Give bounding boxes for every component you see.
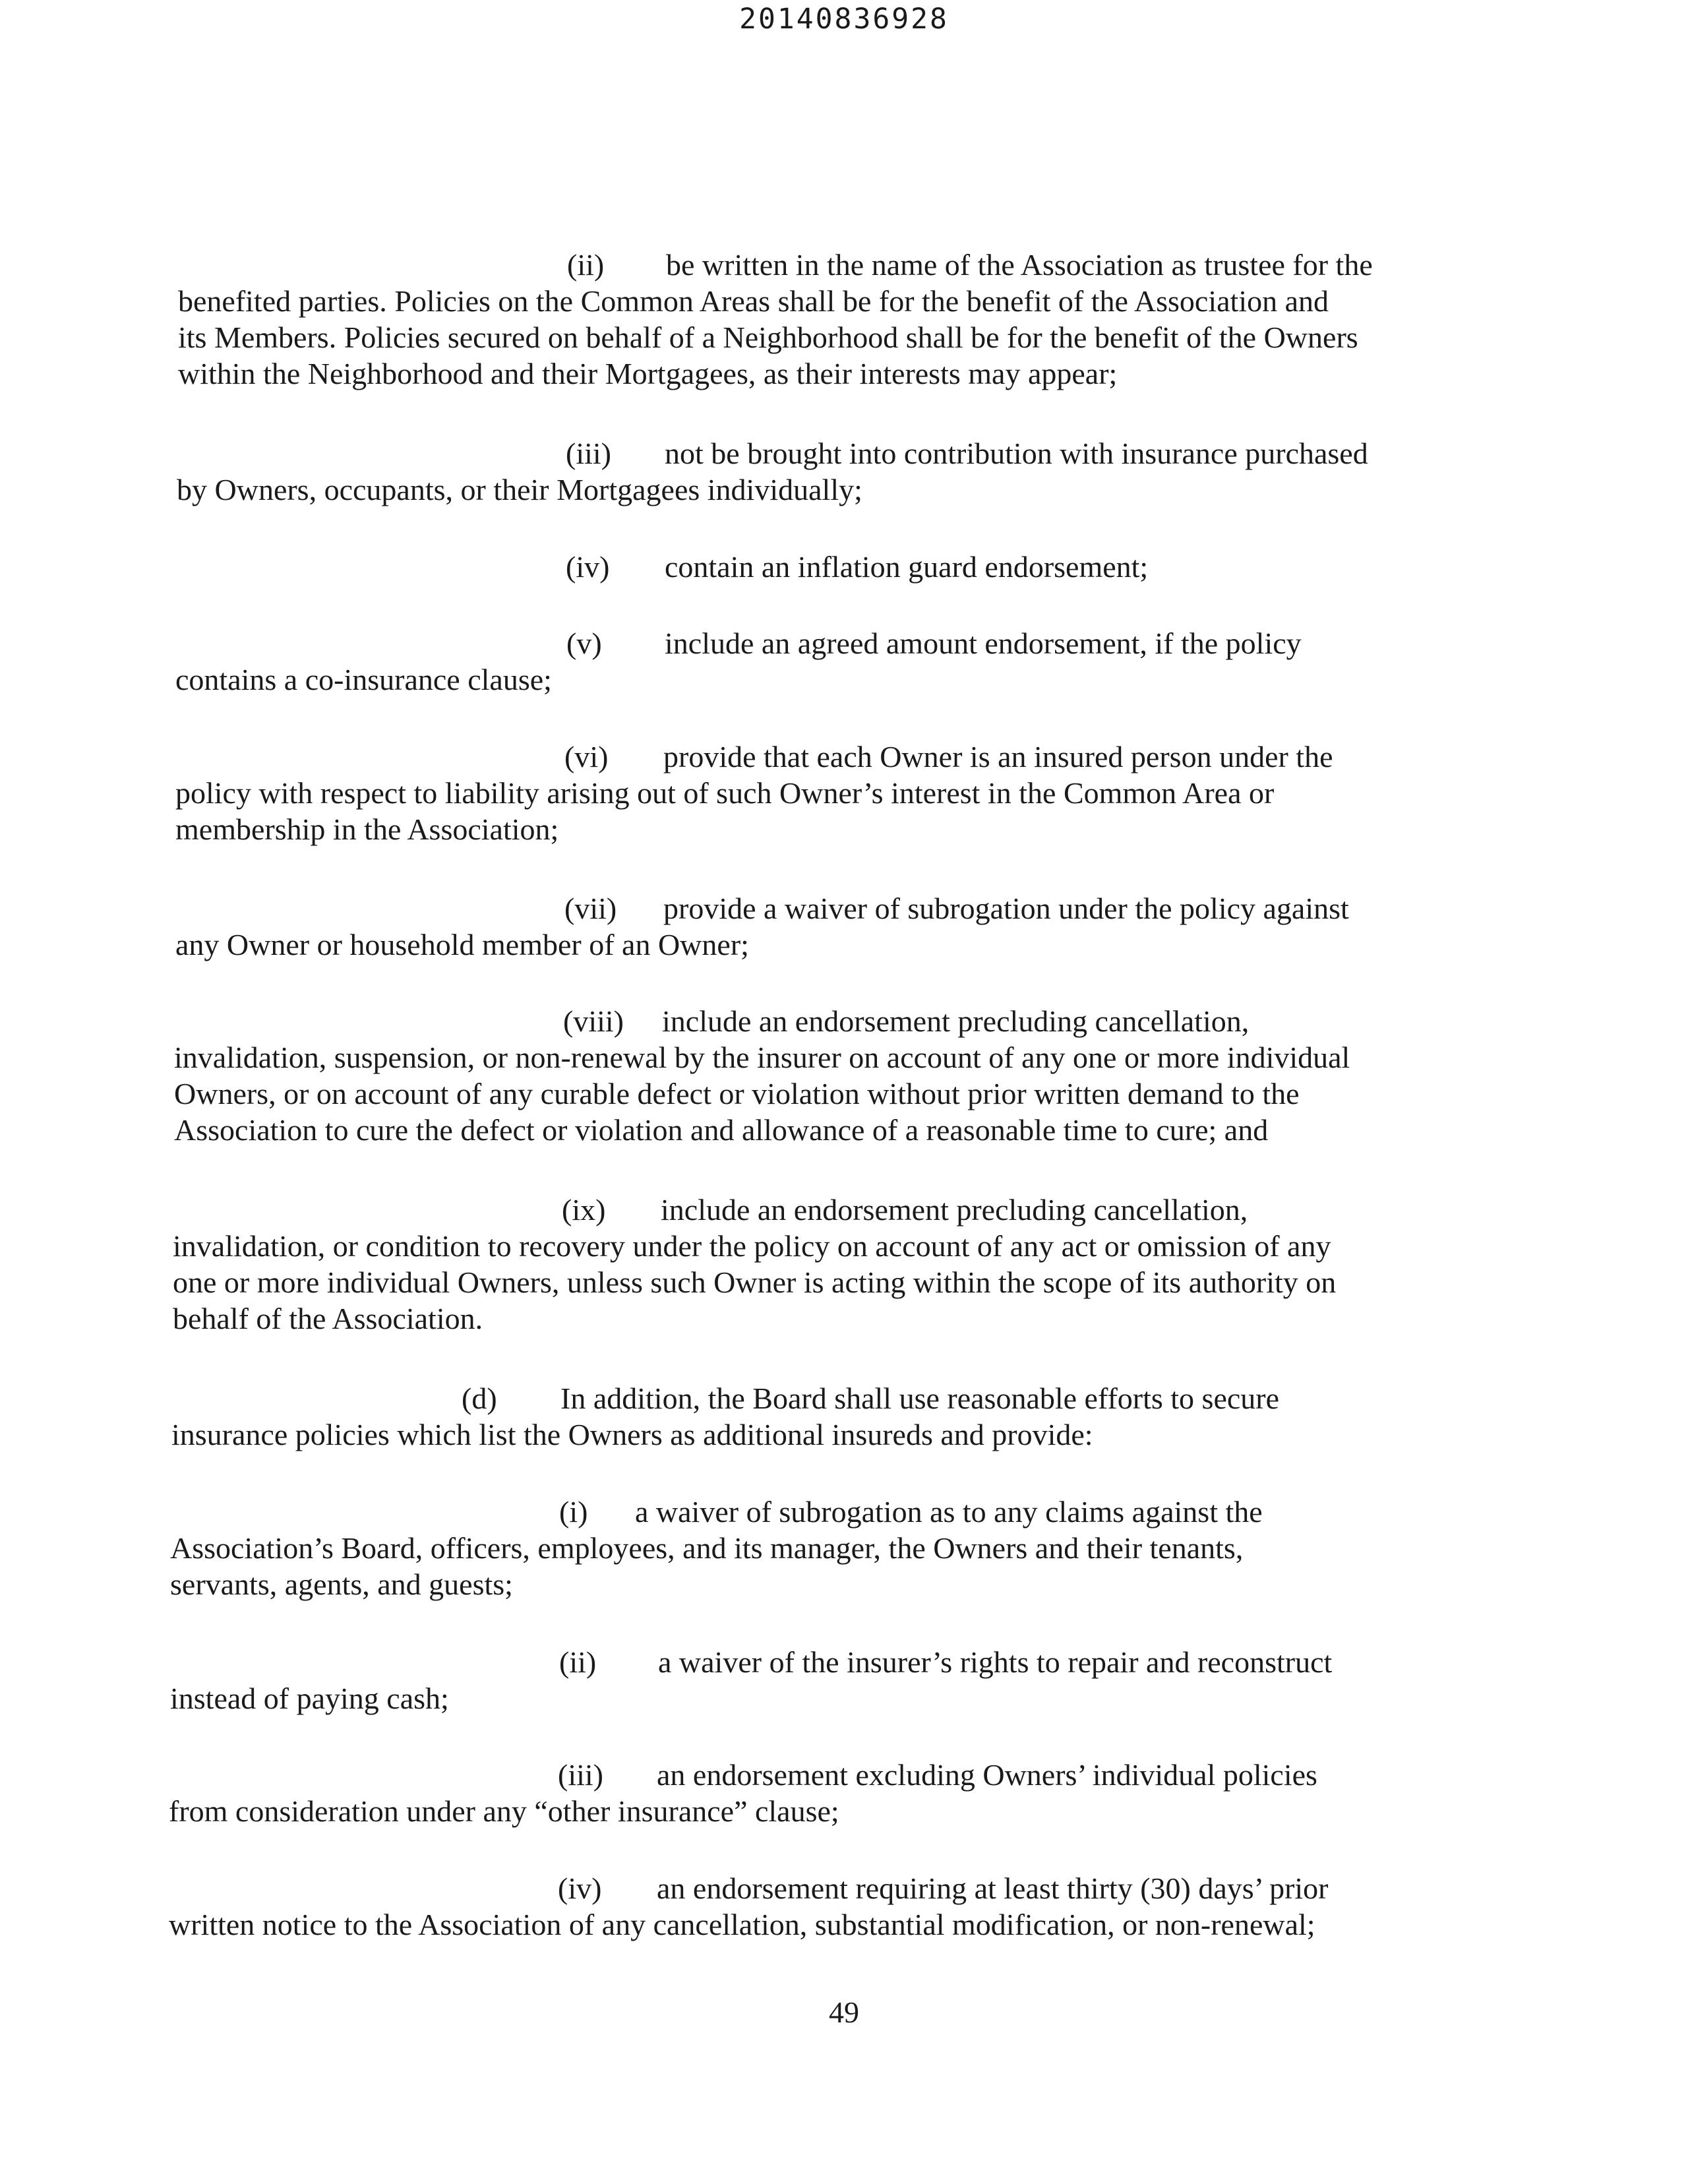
page-number: 49 bbox=[829, 1995, 859, 2029]
item-number: (vi) bbox=[564, 740, 609, 774]
paragraph-c-viii bbox=[174, 1003, 1350, 1148]
item-text-line: from consideration under any “other insurance” clause; bbox=[169, 1794, 839, 1828]
item-text-line: behalf of the Association. bbox=[173, 1302, 483, 1335]
item-number: (viii) bbox=[563, 1004, 624, 1038]
item-text-line: its Members. Policies secured on behalf of a Neighborhood shall be for the benefit of the Owners bbox=[178, 320, 1358, 354]
item-number: (ii) bbox=[559, 1645, 597, 1679]
item-number: (i) bbox=[559, 1495, 588, 1529]
item-text-line: instead of paying cash; bbox=[170, 1682, 449, 1715]
item-number: (iii) bbox=[566, 437, 611, 470]
item-number: (v) bbox=[566, 626, 602, 660]
item-text-line: invalidation, suspension, or non-renewal by the insurer on account of any one or more individual bbox=[174, 1041, 1350, 1074]
paragraph-c-ii bbox=[178, 247, 1373, 392]
paragraph-c-ix bbox=[173, 1192, 1336, 1337]
item-text-line: membership in the Association; bbox=[175, 812, 559, 846]
paragraph-c-vi bbox=[175, 739, 1333, 847]
item-text-line: within the Neighborhood and their Mortgagees, as their interests may appear; bbox=[178, 357, 1118, 390]
item-text-line: benefited parties. Policies on the Common Areas shall be for the benefit of the Association and bbox=[178, 284, 1329, 318]
paragraph-c-vii bbox=[175, 890, 1349, 963]
item-number: (vii) bbox=[564, 892, 617, 925]
item-number: (iv) bbox=[566, 550, 610, 584]
paragraph-d-ii bbox=[170, 1644, 1333, 1716]
paragraph-d bbox=[171, 1380, 1280, 1453]
item-text-first-line: not be brought into contribution with insurance purchased bbox=[665, 437, 1368, 470]
item-text-line: Association’s Board, officers, employees, and its manager, the Owners and their tenants, bbox=[170, 1531, 1244, 1565]
item-text-first-line: include an agreed amount endorsement, if the policy bbox=[665, 626, 1302, 660]
paragraph-d-iii bbox=[169, 1757, 1317, 1829]
item-text-line: policy with respect to liability arising out of such Owner’s interest in the Common Area or bbox=[175, 776, 1275, 810]
item-number: (iii) bbox=[558, 1758, 603, 1792]
item-number: (iv) bbox=[558, 1871, 602, 1905]
item-text-line: Association to cure the defect or violation and allowance of a reasonable time to cure; and bbox=[174, 1113, 1269, 1147]
item-text-line: servants, agents, and guests; bbox=[170, 1567, 513, 1601]
item-text-first-line: In addition, the Board shall use reasonable efforts to secure bbox=[560, 1381, 1280, 1415]
item-text-line: invalidation, or condition to recovery under the policy on account of any act or omission of any bbox=[173, 1229, 1331, 1263]
item-text-first-line: contain an inflation guard endorsement; bbox=[665, 550, 1149, 584]
paragraph-c-iii bbox=[177, 435, 1368, 508]
item-text-first-line: a waiver of the insurer’s rights to repair and reconstruct bbox=[658, 1645, 1333, 1679]
item-text-first-line: include an endorsement precluding cancellation, bbox=[661, 1193, 1248, 1227]
paragraph-d-i bbox=[170, 1494, 1263, 1602]
item-text-line: Owners, or on account of any curable defect or violation without prior written demand to the bbox=[174, 1077, 1300, 1110]
item-text-first-line: a waiver of subrogation as to any claims against the bbox=[635, 1495, 1263, 1529]
item-text-first-line: include an endorsement precluding cancellation, bbox=[662, 1004, 1250, 1038]
paragraph-d-iv bbox=[169, 1870, 1329, 1943]
item-text-line: one or more individual Owners, unless such Owner is acting within the scope of its authority on bbox=[173, 1265, 1337, 1299]
item-text-line: written notice to the Association of any cancellation, substantial modification, or non-renewal; bbox=[169, 1908, 1315, 1941]
item-number: (ii) bbox=[567, 248, 605, 282]
item-text-line: insurance policies which list the Owners as additional insureds and provide: bbox=[171, 1418, 1093, 1451]
item-text-line: contains a co-insurance clause; bbox=[175, 663, 552, 696]
item-text-line: by Owners, occupants, or their Mortgagees individually; bbox=[177, 473, 862, 506]
document-number: 20140836928 bbox=[739, 3, 949, 36]
item-text-line: any Owner or household member of an Owner; bbox=[175, 928, 749, 961]
item-number: (ix) bbox=[562, 1193, 606, 1227]
item-text-first-line: be written in the name of the Association as trustee for the bbox=[666, 248, 1373, 282]
item-number: (d) bbox=[462, 1381, 497, 1415]
item-text-first-line: provide a waiver of subrogation under the policy against bbox=[663, 892, 1349, 925]
item-text-first-line: provide that each Owner is an insured person under the bbox=[663, 740, 1333, 774]
item-text-first-line: an endorsement excluding Owners’ individual policies bbox=[657, 1758, 1317, 1792]
paragraph-c-v bbox=[175, 625, 1302, 698]
item-text-first-line: an endorsement requiring at least thirty (30) days’ prior bbox=[657, 1871, 1329, 1905]
